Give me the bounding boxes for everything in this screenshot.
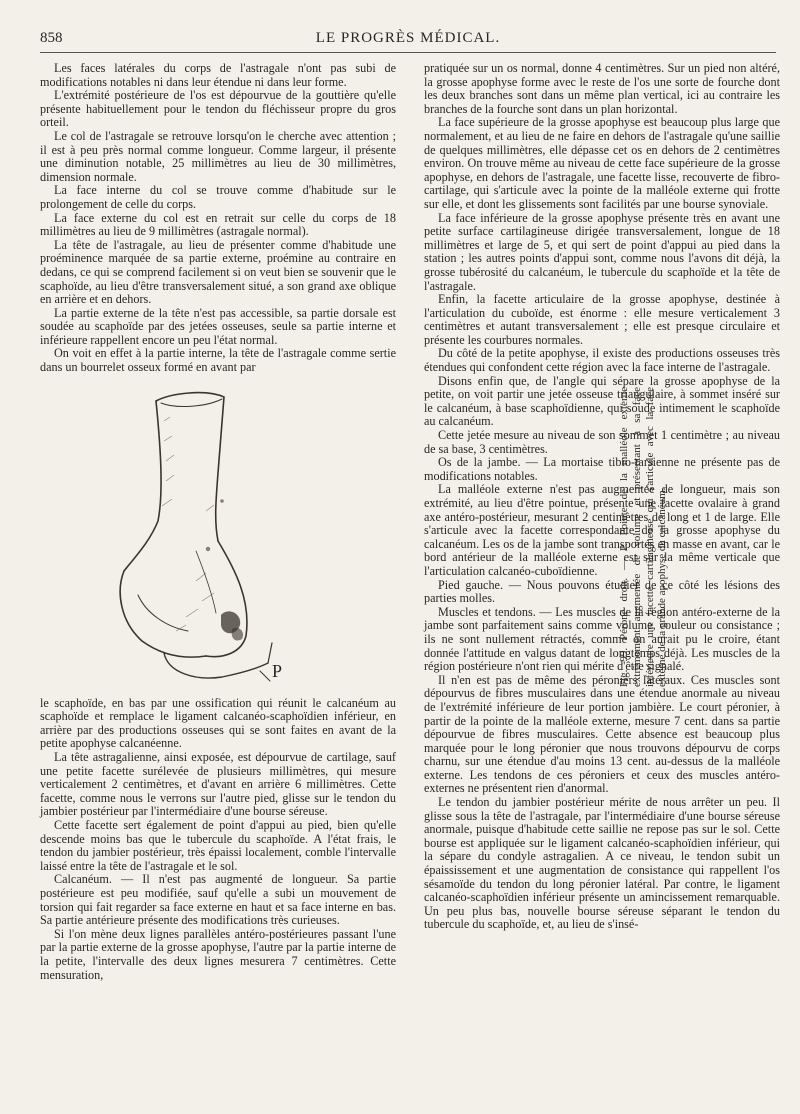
paragraph: Le tendon du jambier postérieur mérite de nous arrêter un peu. Il glisse sous la tête de l'astragale, par l'intermédiaire d'une bourse séreuse anormale, puisque d'habitude cette saillie ne repose pas sur le sol. Cette bourse est appliquée sur le ligament calcanéo-scaphoïdien inférieur, qui la sépare du condyle astragalien. A ce niveau, le tendon subit un épaississement et une augmentation de consistance qui rappellent l'os sésamoïde du tendon du long péronier latéral. Par contre, le ligament calcanéo-scaphoïdien inférieur présente un amincissement remarquable. Un peu plus bas, nouvelle bourse séreuse séparant le tendon du tubercule du scaphoïde, et, au lieu de s'insé- [424,795,780,932]
paragraph: L'extrémité postérieure de l'os est dépourvue de la gouttière qu'elle présente habituellement pour le tendon du fléchisseur propre du gros orteil. [40,88,396,130]
paragraph: La face interne du col se trouve comme d'habitude sur le prolongement de celle du corps. [40,183,396,211]
paragraph: Les faces latérales du corps de l'astragale n'ont pas subi de modifications notables ni dans leur étendue ni dans leur forme. [40,61,396,89]
paragraph: La face externe du col est en retrait sur celle du corps de 18 millimètres au lieu de 9 millimètres (astragale normal). [40,210,396,239]
paragraph: Cette facette sert également de point d'appui au pied, bien qu'elle descende moins bas que le tubercule du scaphoïde. A l'état frais, le tendon du jambier postérieur, très épaissi localement, comble l'intervalle laissé entre la tête de l'astragale et le sol. [40,818,396,873]
paragraph: La face inférieure de la grosse apophyse présente très en avant une petite surface cartilagineuse dirigée transversalement, longue de 18 millimètres et large de 5, et qui sert de point d'appui au pied dans la station ; les autres points d'appui sont, comme nous l'avons dit déjà, la grosse tubérosité du calcanéum, le tubercule du scaphoïde et la tête de l'astragale. [424,210,780,293]
paragraph: Il n'en est pas de même des péroniers latéraux. Ces muscles sont dépourvus de fibres musculaires dans une étendue anormale au niveau de l'extrémité inférieure de leur portion jambière. Le court péronier, à partir de la pointe de la malléole externe, mesure 7 cent. dans sa partie dépourvue de fibres musculaires. Cette absence est beaucoup plus marquée pour le long péronier que nous trouvons dépourvu de corps charnu, sur une étendue d'au moins 13 cent. au-dessus de la malléole externe. Les tendons de ces péroniers et ceux des muscles antéro-externes ne présentent rien d'anormal. [424,672,780,796]
page-header [40,28,776,53]
paragraph: Pied gauche. — Nous pouvons étudier de ce côté les lésions des parties molles. [424,577,780,606]
paragraph: Os de la jambe. — La mortaise tibio-tarsienne ne présente pas de modifications notables. [424,455,780,483]
paragraph: Si l'on mène deux lignes parallèles antéro-postérieures passant l'une par la partie externe de la grosse apophyse, l'autre par la partie interne de la petite, l'intervalle des deux lignes mesurera 7 centimètres. Cette mensuration, [40,926,396,982]
fibula-illustration [46,381,326,687]
paragraph: La face supérieure de la grosse apophyse est beaucoup plus large que normalement, et au lieu de ne faire en dehors de l'astragale qu'une saillie de quelques millimètres, elle dépasse cet os en dehors de 2 centimètres environ. On trouve même au niveau de cette face supérieure de la grosse apophyse, en dehors de l'astragale, une facette lisse, recouverte de fibro-cartilage, qui s'articule avec la pointe de la malléole externe qui frotte sur elle, et dont les glissements sont facilités par une bourse synoviale. [424,115,780,211]
paragraph: le scaphoïde, en bas par une ossification qui réunit le calcanéum au scaphoïde et remplace le ligament calcanéo-scaphoïdien inférieur, en arrière par des productions osseuses qui se sont faites en avant de la petite apophyse calcanéenne. [40,695,396,751]
paragraph: La partie externe de la tête n'est pas accessible, sa partie dorsale est soudée au scaphoïde par des jetées osseuses, seule sa partie interne et inférieure rappellent encore un peu l'état normal. [40,305,396,347]
paragraph: La tête astragalienne, ainsi exposée, est dépourvue de cartilage, sauf une petite facette surélevée de plusieurs millimètres, qui mesure verticalement 2 centimètres, et d'avant en arrière 6 millimètres. Cette facette, comme nous le verrons sur l'autre pied, glisse sur le tendon du jambier postérieur par l'intermédiaire d'une bourse séreuse. [40,750,396,819]
paragraph: La malléole externe n'est pas augmentée de longueur, mais son extrémité, au lieu d'être pointue, présente une facette ovalaire à grand axe antéro-postérieur, mesurant 2 centimètres de long et 1 de large. Elle s'articule avec la facette correspondante de la grosse apophyse du calcanéum. Les os de la jambe sont transportés en masse en avant, car le bord antérieur de la malléole externe est sur la même verticale que l'articulation calcanéo-cuboïdienne. [424,482,780,578]
paragraph: Disons enfin que, de l'angle qui sépare la grosse apophyse de la petite, on voit partir une jetée osseuse triangulaire, à sommet inséré sur le calcanéum, à base scaphoïdienne, qui soude intimement le scaphoïde au calcanéum. [424,373,780,429]
journal-title: LE PROGRÈS MÉDICAL. [315,30,501,46]
paragraph: Cette jetée mesure au niveau de son sommet 1 centimètre ; au niveau de sa base, 3 centimètres. [424,428,780,456]
page-number: 858 [40,30,63,46]
paragraph: Enfin, la facette articulaire de la grosse apophyse, destinée à l'articulation du cuboïde, est énorme : elle mesure verticalement 3 centimètres et autant transversalement ; elle est presque circulaire et présente les courbures normales. [424,292,780,347]
paragraph: Le col de l'astragale se retrouve lorsqu'on le cherche avec attention ; il est à peu près normal comme longueur. Comme largeur, il présente une diminution notable, 25 millimètres au lieu de 30 millimètres, dimension normale. [40,128,396,184]
figure-caption: Fig. 99. Péroné droit. — P. Pointe de la malléole externe extrêmement augmentée de volume et présentant à sa face inférieure une facette cartilagineuse qui s'articule avec la face externe de la grande apophyse du calcanéum. [618,386,669,687]
paragraph: Muscles et tendons. — Les muscles de la région antéro-externe de la jambe sont parfaitement sains comme volume, couleur ou consistance ; ils ne sont nullement rétractés, comme on aurait pu le croire, étant donnée l'attitude en valgus datant de longtemps déjà. Les muscles de la région postérieure n'ont rien qui mérite d'être signalé. [424,604,780,674]
paragraph: Calcanéum. — Il n'est pas augmenté de longueur. Sa partie postérieure est peu modifiée, sauf qu'elle a subi un mouvement de torsion qui fait regarder sa face externe en haut et sa face interne en bas. Sa partie antérieure présente des modifications très curieuses. [40,872,396,928]
figure-label: P [272,660,283,681]
paragraph: On voit en effet à la partie interne, la tête de l'astragale comme sertie dans un bourrelet osseux formé en avant par [40,346,396,375]
paragraph: La tête de l'astragale, au lieu de présenter comme d'habitude une proéminence marquée de sa partie externe, proémine au contraire en dedans, ce qui se comprend facilement si on veut bien se souvenir que le scaphoïde, au lieu d'être transversalement situé, a son grand axe oblique en arrière et en dehors. [40,237,396,307]
right-column [424,62,780,932]
paragraph: Du côté de la petite apophyse, il existe des productions osseuses très étendues qui confondent cette région avec la face interne de l'astragale. [424,346,780,375]
paragraph: pratiquée sur un os normal, donne 4 centimètres. Sur un pied non altéré, la grosse apophyse forme avec le reste de l'os une sorte de fourche dont les deux branches sont dans un même plan vertical, ici au contraire les branches de la fourche sont dans un plan horizontal. [424,61,780,116]
